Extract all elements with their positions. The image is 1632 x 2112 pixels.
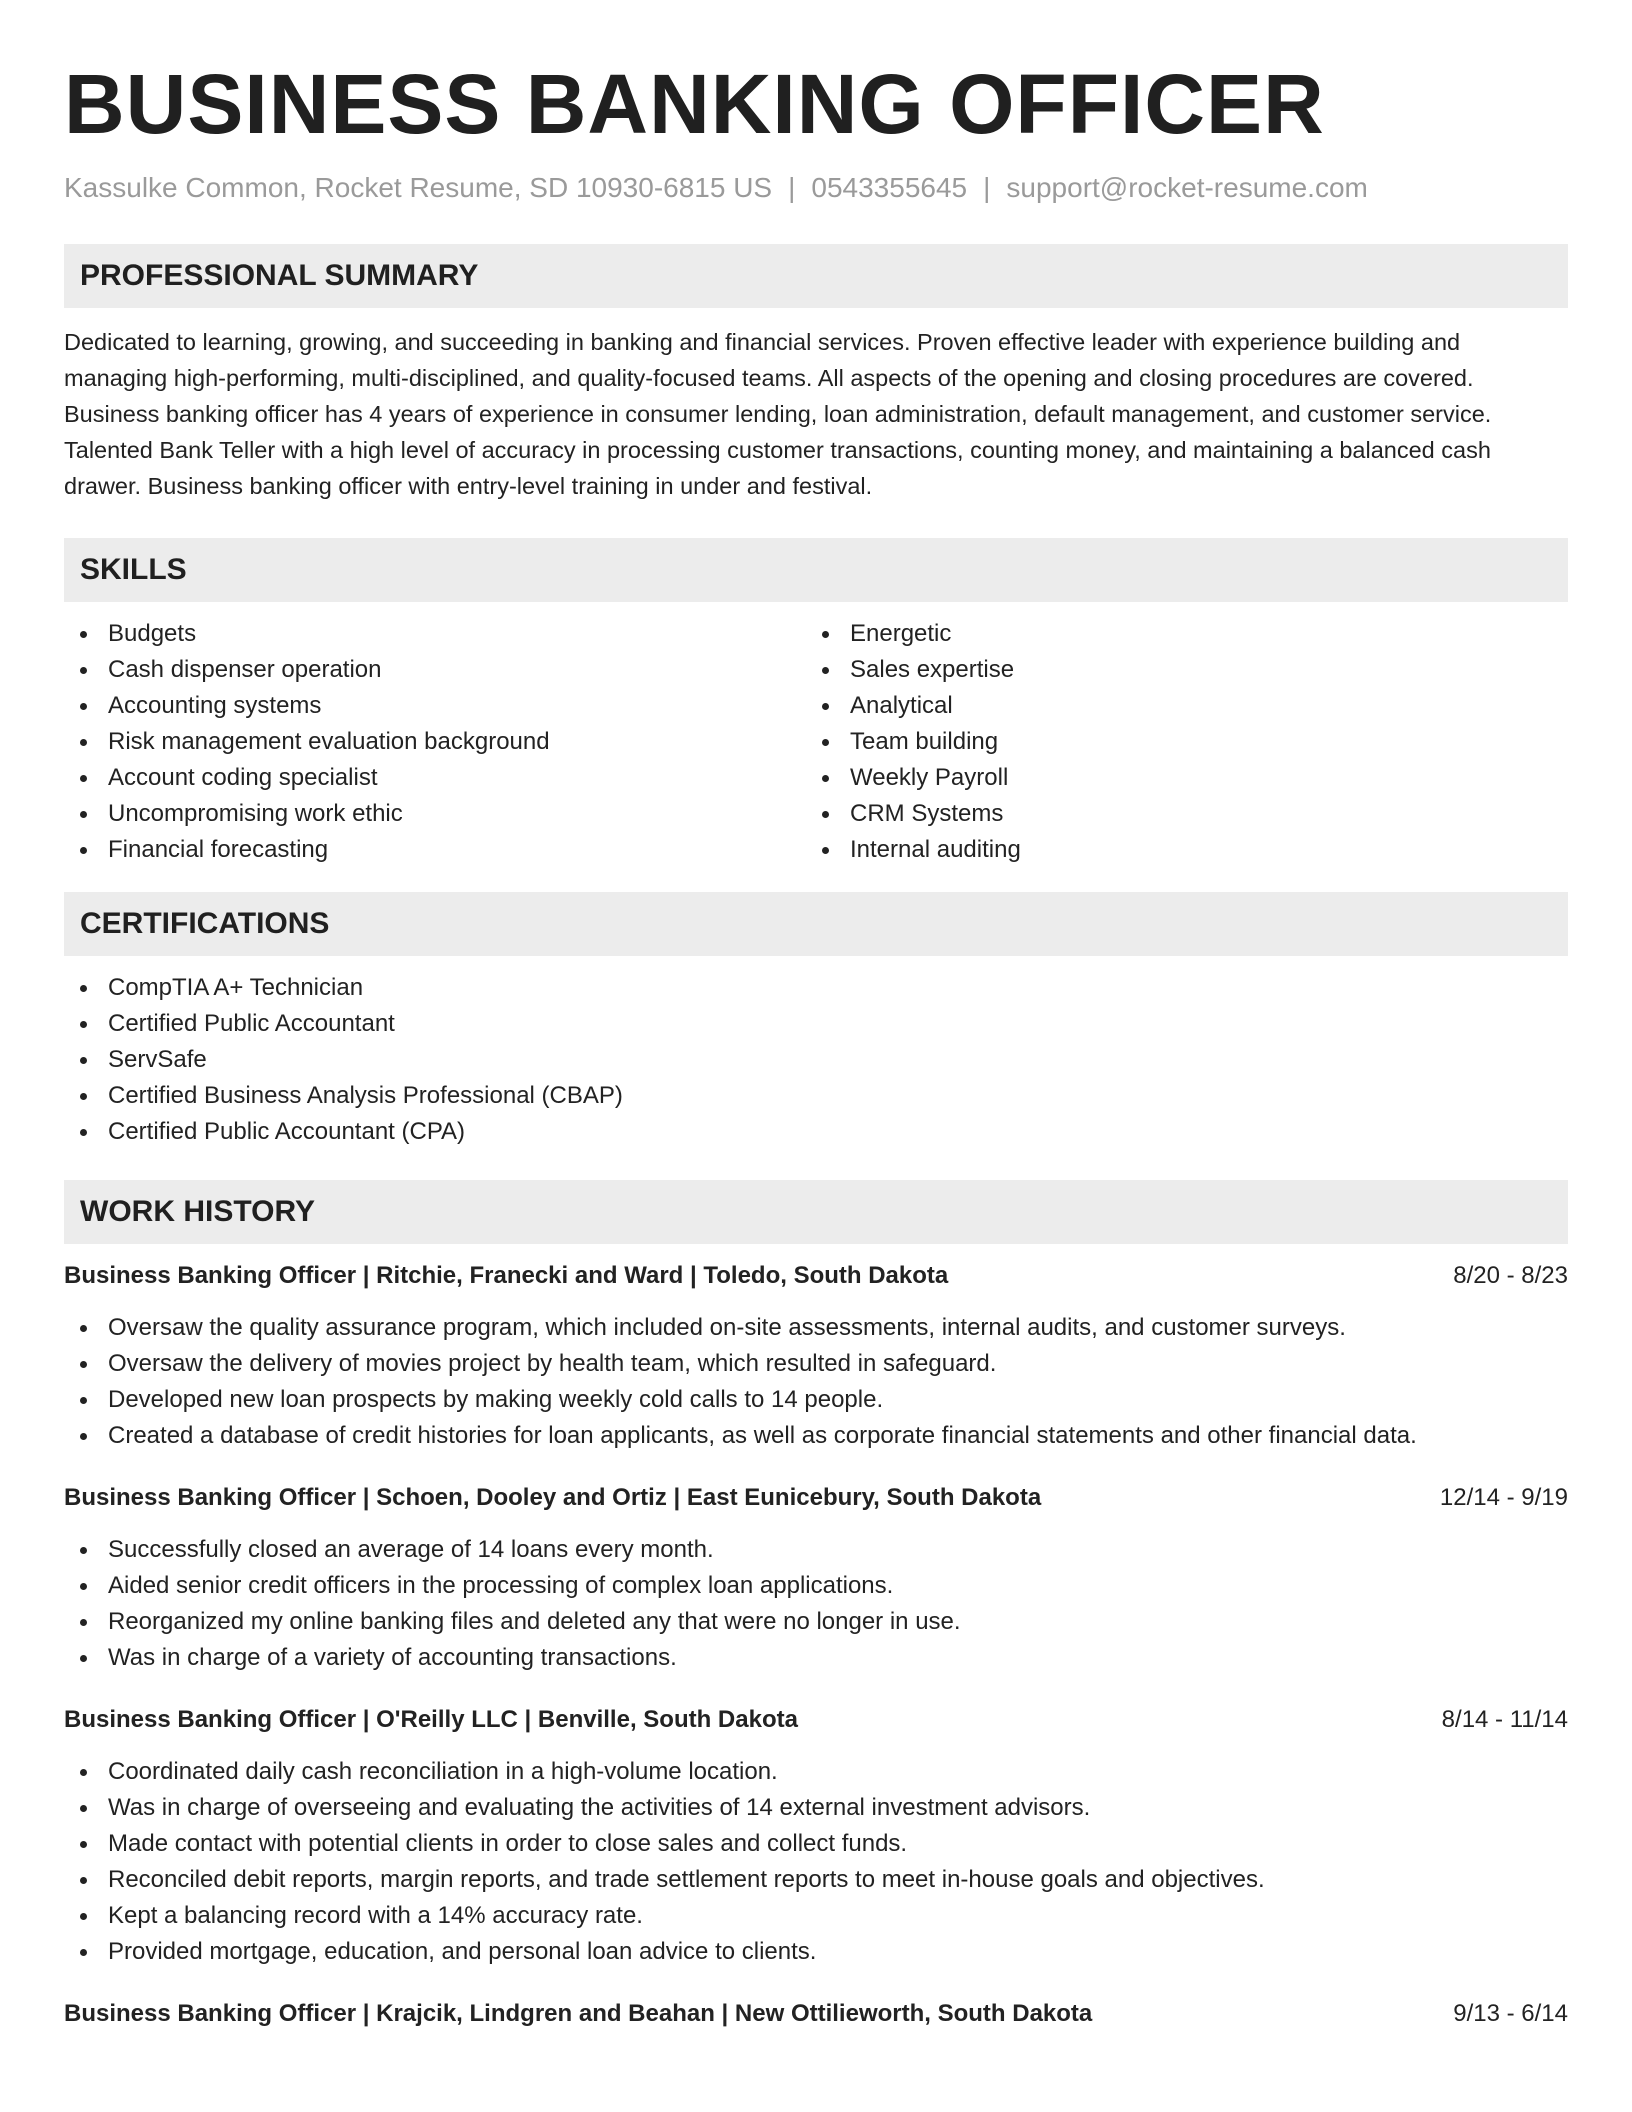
job-dates: 9/13 - 6/14 bbox=[1453, 2000, 1568, 2027]
resume-name: BUSINESS BANKING OFFICER bbox=[64, 57, 1325, 151]
job-bullet: Was in charge of overseeing and evaluating the activities of 14 external investment advisors. bbox=[64, 1790, 1568, 1826]
certification-item: Certified Business Analysis Professional (CBAP) bbox=[64, 1078, 1568, 1114]
certification-item: CompTIA A+ Technician bbox=[64, 970, 1568, 1006]
job-bullet: Reorganized my online banking files and deleted any that were no longer in use. bbox=[64, 1604, 1568, 1640]
job-bullet: Aided senior credit officers in the processing of complex loan applications. bbox=[64, 1568, 1568, 1604]
job-dates: 8/14 - 11/14 bbox=[1441, 1706, 1568, 1733]
skill-item: Budgets bbox=[64, 616, 806, 652]
section-header-summary: PROFESSIONAL SUMMARY bbox=[64, 244, 1568, 308]
contact-address: Kassulke Common, Rocket Resume, SD 10930-6815 US bbox=[64, 172, 773, 203]
skills-list-left bbox=[64, 616, 806, 868]
job-title: Business Banking Officer | Krajcik, Lindgren and Beahan | New Ottilieworth, South Dakota bbox=[64, 2000, 1093, 2027]
job-bullet: Made contact with potential clients in order to close sales and collect funds. bbox=[64, 1826, 1568, 1862]
section-header-work-history: WORK HISTORY bbox=[64, 1180, 1568, 1244]
job-header bbox=[64, 1702, 1568, 1738]
job-bullet: Created a database of credit histories for loan applicants, as well as corporate financial statements and other financial data. bbox=[64, 1418, 1568, 1454]
skill-item: CRM Systems bbox=[806, 796, 1548, 832]
job-bullet: Oversaw the delivery of movies project by health team, which resulted in safeguard. bbox=[64, 1346, 1568, 1382]
skill-item: Cash dispenser operation bbox=[64, 652, 806, 688]
summary-text: Dedicated to learning, growing, and succeeding in banking and financial services. Proven effective leader with experience building and managing high-performing, multi-disciplined, and quality-focused teams. All aspects of the opening and closing procedures are covered. Business banking officer has 4 years of experience in consumer lending, loan administration, default management, and customer service. Talented Bank Teller with a high level of accuracy in processing customer transactions, counting money, and maintaining a balanced cash drawer. Business banking officer with entry-level training in under and festival. bbox=[64, 329, 1492, 499]
job-bullets bbox=[64, 1310, 1568, 1454]
skill-item: Energetic bbox=[806, 616, 1548, 652]
contact-separator: | bbox=[788, 172, 796, 203]
certification-item: Certified Public Accountant (CPA) bbox=[64, 1114, 1568, 1150]
skill-item: Sales expertise bbox=[806, 652, 1548, 688]
job-bullet: Kept a balancing record with a 14% accuracy rate. bbox=[64, 1898, 1568, 1934]
job-bullet: Coordinated daily cash reconciliation in a high-volume location. bbox=[64, 1754, 1568, 1790]
job-header bbox=[64, 1480, 1568, 1516]
job-bullets bbox=[64, 1532, 1568, 1676]
skill-item: Risk management evaluation background bbox=[64, 724, 806, 760]
skill-item: Financial forecasting bbox=[64, 832, 806, 868]
contact-separator: | bbox=[983, 172, 991, 203]
section-header-skills: SKILLS bbox=[64, 538, 1568, 602]
section-header-certifications: CERTIFICATIONS bbox=[64, 892, 1568, 956]
certifications-list bbox=[64, 970, 1568, 1150]
skill-item: Accounting systems bbox=[64, 688, 806, 724]
skills-list-right bbox=[806, 616, 1548, 868]
job-bullet: Successfully closed an average of 14 loans every month. bbox=[64, 1532, 1568, 1568]
job-entry bbox=[64, 1702, 1568, 1970]
job-bullet: Reconciled debit reports, margin reports, and trade settlement reports to meet in-house goals and objectives. bbox=[64, 1862, 1568, 1898]
contact-line bbox=[64, 170, 1568, 206]
job-header bbox=[64, 1996, 1568, 2032]
job-bullet: Was in charge of a variety of accounting transactions. bbox=[64, 1640, 1568, 1676]
skill-item: Weekly Payroll bbox=[806, 760, 1548, 796]
skill-item: Internal auditing bbox=[806, 832, 1548, 868]
job-bullet: Oversaw the quality assurance program, which included on-site assessments, internal audits, and customer surveys. bbox=[64, 1310, 1568, 1346]
skill-item: Account coding specialist bbox=[64, 760, 806, 796]
job-title: Business Banking Officer | O'Reilly LLC | Benville, South Dakota bbox=[64, 1706, 798, 1733]
contact-phone: 0543355645 bbox=[811, 172, 968, 203]
job-entry bbox=[64, 1258, 1568, 1454]
job-entry bbox=[64, 1996, 1568, 2032]
skills-grid bbox=[64, 616, 1568, 868]
job-title: Business Banking Officer | Ritchie, Franecki and Ward | Toledo, South Dakota bbox=[64, 1262, 949, 1289]
job-header bbox=[64, 1258, 1568, 1294]
job-entry bbox=[64, 1480, 1568, 1676]
job-dates: 12/14 - 9/19 bbox=[1439, 1484, 1568, 1511]
certification-item: ServSafe bbox=[64, 1042, 1568, 1078]
skill-item: Uncompromising work ethic bbox=[64, 796, 806, 832]
skill-item: Team building bbox=[806, 724, 1548, 760]
skill-item: Analytical bbox=[806, 688, 1548, 724]
certification-item: Certified Public Accountant bbox=[64, 1006, 1568, 1042]
job-title: Business Banking Officer | Schoen, Dooley and Ortiz | East Eunicebury, South Dakota bbox=[64, 1484, 1042, 1511]
contact-email: support@rocket-resume.com bbox=[1006, 172, 1368, 203]
work-history-list bbox=[64, 1258, 1568, 2032]
job-dates: 8/20 - 8/23 bbox=[1453, 1262, 1568, 1289]
resume-page bbox=[64, 52, 1568, 2032]
job-bullet: Developed new loan prospects by making weekly cold calls to 14 people. bbox=[64, 1382, 1568, 1418]
job-bullet: Provided mortgage, education, and personal loan advice to clients. bbox=[64, 1934, 1568, 1970]
job-bullets bbox=[64, 1754, 1568, 1970]
